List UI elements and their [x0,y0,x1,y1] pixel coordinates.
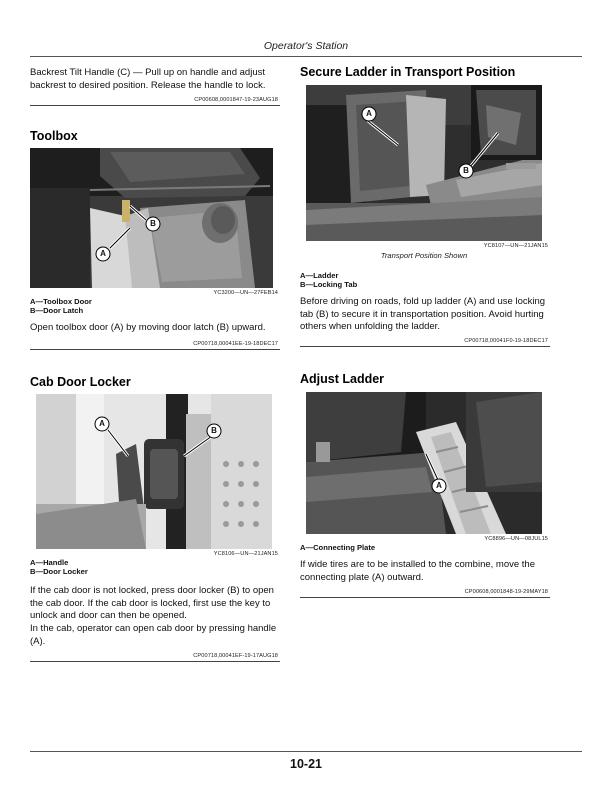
ladder-transport-caption: Transport Position Shown [380,251,468,260]
cab-door-callout-a: A [99,419,105,428]
toolbox-code: CP00718,00041EE-19-18DEC17 [193,341,278,347]
cab-door-callout-b: B [211,426,217,435]
toolbox-photo [30,148,273,288]
toolbox-legend-b: B—Door Latch [30,306,84,315]
cab-door-heading: Cab Door Locker [30,375,131,389]
cab-door-callouts [36,394,272,549]
cab-door-rule [30,661,280,662]
ladder-transport-code: CP00718,00041F0-19-18DEC17 [464,338,548,344]
backrest-code: CP00608,0001847-19-23AUG18 [194,97,278,103]
ladder-transport-legend-b: B—Locking Tab [300,280,358,289]
adjust-ladder-text: If wide tires are to be installed to the combine, move the connecting plate (A) outward. [300,559,535,583]
ladder-transport-photo [306,85,542,241]
header-rule [30,56,582,57]
toolbox-heading: Toolbox [30,129,78,143]
adjust-ladder-code: CP00608,0001848-19-29MAY18 [464,589,548,595]
ladder-transport-image-code: YC8107—UN—21JAN15 [483,243,548,249]
cab-door-text-1: If the cab door is not locked, press door locker (B) to open the cab door. If the cab door is locked, first use the key to unlock and door can then be opened. [30,585,274,621]
backrest-rule [30,105,280,106]
toolbox-callouts [30,148,273,288]
adjust-ladder-image-code: YC8896—UN—08JUL15 [484,536,548,542]
ladder-transport-legend-a: A—Ladder [300,271,339,280]
toolbox-rule [30,349,280,350]
toolbox-callout-a: A [100,249,106,258]
ladder-transport-callouts [306,85,542,241]
adjust-ladder-heading: Adjust Ladder [300,372,385,386]
adjust-ladder-photo [306,392,542,534]
adjust-ladder-legend-a: A—Connecting Plate [300,543,376,552]
toolbox-callout-b: B [150,219,156,228]
cab-door-code: CP00718,00041EF-19-17AUG18 [193,653,278,659]
cab-door-text-2: In the cab, operator can open cab door by pressing handle (A). [30,623,277,647]
running-header: Operator's Station [263,40,349,52]
adjust-ladder-callout-a: A [436,481,442,490]
toolbox-legend-a: A—Toolbox Door [30,297,92,306]
toolbox-image-code: YC3200—UN—27FEB14 [213,290,278,296]
cab-door-image-code: YC8106—UN—21JAN15 [213,551,278,557]
ladder-transport-callout-b: B [463,166,469,175]
ladder-transport-rule [300,346,550,347]
toolbox-text: Open toolbox door (A) by moving door latch (B) upward. [30,322,266,333]
footer-rule [30,751,582,752]
adjust-ladder-rule [300,597,550,598]
ladder-transport-text: Before driving on roads, fold up ladder (A) and use locking tab (B) to secure it in transportation position. Avoid hurting others when unfolding the ladder. [300,296,546,332]
cab-door-legend-b: B—Door Locker [30,567,88,576]
backrest-text: Backrest Tilt Handle (C) — Pull up on handle and adjust backrest to desired position. Release the handle to lock. [30,67,266,91]
adjust-ladder-callouts [306,392,542,534]
cab-door-photo [36,394,272,549]
ladder-transport-heading: Secure Ladder in Transport Position [300,65,516,79]
cab-door-legend-a: A—Handle [30,558,69,567]
page-number: 10-21 [290,757,322,771]
ladder-transport-callout-a: A [366,109,372,118]
